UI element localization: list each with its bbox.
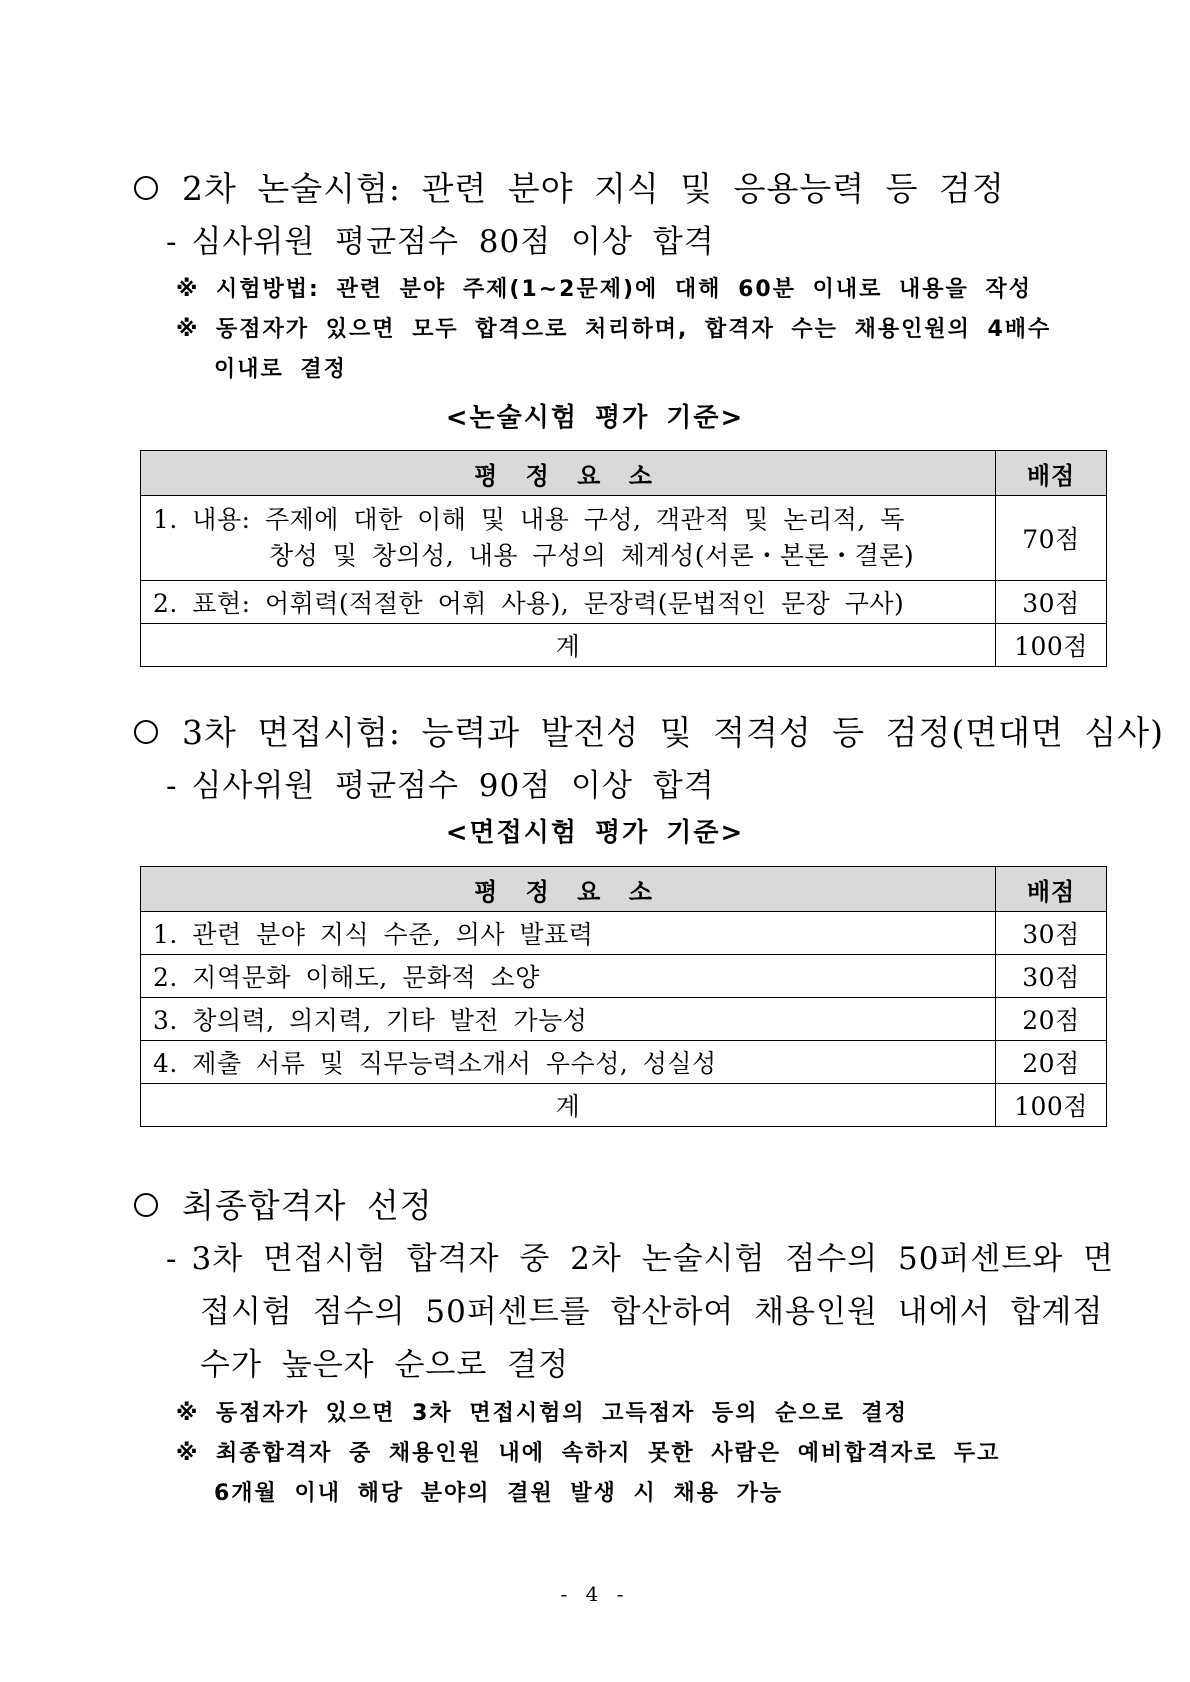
row-score: 30점: [996, 912, 1107, 955]
final-note-reserve: ※ 최종합격자 중 채용인원 내에 속하지 못한 사람은 예비합격자로 두고: [176, 1441, 1001, 1466]
section3-heading: 3차 면접시험: 능력과 발전성 및 적격성 등 검정(면대면 심사): [134, 707, 1164, 754]
circle-bullet-icon: [134, 720, 158, 744]
table-total-row: [141, 624, 1107, 667]
final-note-tie: ※ 동점자가 있으면 3차 면접시험의 고득점자 등의 순으로 결정: [176, 1401, 909, 1426]
row-item: 2. 지역문화 이해도, 문화적 소양: [141, 955, 996, 998]
final-heading: 최종합격자 선정: [134, 1180, 433, 1227]
total-score: 100점: [996, 1084, 1107, 1127]
section2-note-tie-cont: 이내로 결정: [214, 357, 347, 382]
table-row: [141, 496, 1107, 581]
row-score: 20점: [996, 998, 1107, 1041]
table-total-row: [141, 1084, 1107, 1127]
table-row: [141, 998, 1107, 1041]
total-label: 계: [141, 1084, 996, 1127]
section3-criterion: - 심사위원 평균점수 90점 이상 합격: [166, 768, 715, 804]
page-number: - 4 -: [560, 1582, 630, 1606]
final-line-3: 수가 높은자 순으로 결정: [200, 1347, 570, 1383]
row-score: 30점: [996, 581, 1107, 624]
table-row: [141, 1041, 1107, 1084]
section2-heading: 2차 논술시험: 관련 분야 지식 및 응용능력 등 검정: [134, 163, 1005, 210]
header-score: 배점: [996, 451, 1107, 496]
table-row: [141, 955, 1107, 998]
final-line-1: - 3차 면접시험 합격자 중 2차 논술시험 점수의 50퍼센트와 면: [166, 1241, 1115, 1277]
dash-bullet: -: [166, 224, 178, 260]
circle-bullet-icon: [134, 176, 158, 200]
essay-table-caption: <논술시험 평가 기준>: [445, 403, 745, 433]
header-item: 평 정 요 소: [141, 867, 996, 912]
row-item: 1. 관련 분야 지식 수준, 의사 발표력: [141, 912, 996, 955]
row-item: 2. 표현: 어휘력(적절한 어휘 사용), 문장력(문법적인 문장 구사): [141, 581, 996, 624]
dash-bullet: -: [166, 768, 178, 804]
interview-table-caption: <면접시험 평가 기준>: [445, 818, 745, 848]
row-item: 4. 제출 서류 및 직무능력소개서 우수성, 성실성: [141, 1041, 996, 1084]
section2-note-method: ※ 시험방법: 관련 분야 주제(1~2문제)에 대해 60분 이내로 내용을 작성: [176, 277, 1032, 302]
table-row: [141, 581, 1107, 624]
dash-bullet: -: [166, 1241, 178, 1277]
section2-criterion: - 심사위원 평균점수 80점 이상 합격: [166, 224, 715, 260]
row-score: 30점: [996, 955, 1107, 998]
row-score: 70점: [996, 496, 1107, 581]
row-item: 3. 창의력, 의지력, 기타 발전 가능성: [141, 998, 996, 1041]
row-score: 20점: [996, 1041, 1107, 1084]
circle-bullet-icon: [134, 1193, 158, 1217]
table-header-row: [141, 867, 1107, 912]
interview-evaluation-table: [140, 866, 1107, 1127]
table-row: [141, 912, 1107, 955]
total-label: 계: [141, 624, 996, 667]
final-note-reserve-cont: 6개월 이내 해당 분야의 결원 발생 시 채용 가능: [214, 1481, 784, 1506]
essay-evaluation-table: [140, 450, 1107, 667]
table-header-row: [141, 451, 1107, 496]
section2-note-tie: ※ 동점자가 있으면 모두 합격으로 처리하며, 합격자 수는 채용인원의 4배수: [176, 317, 1052, 342]
header-score: 배점: [996, 867, 1107, 912]
final-line-2: 접시험 점수의 50퍼센트를 합산하여 채용인원 내에서 합계점: [200, 1294, 1104, 1330]
row-item: 1. 내용: 주제에 대한 이해 및 내용 구성, 객관적 및 논리적, 독 창성 및 창의성, 내용 구성의 체계성(서론・본론・결론): [141, 496, 996, 581]
header-item: 평 정 요 소: [141, 451, 996, 496]
total-score: 100점: [996, 624, 1107, 667]
